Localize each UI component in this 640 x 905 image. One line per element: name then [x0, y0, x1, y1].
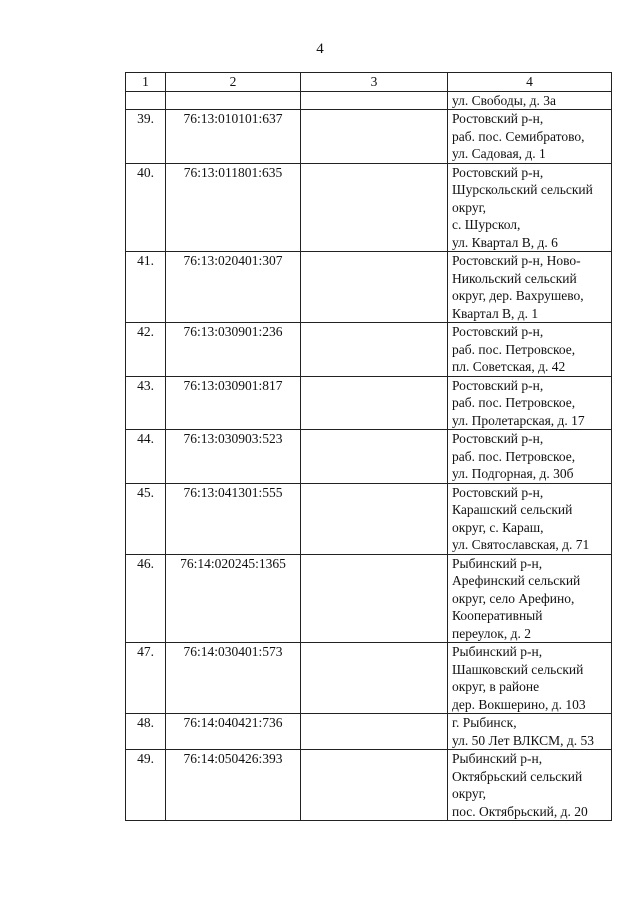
row-number: 43. — [126, 376, 166, 430]
row-number: 42. — [126, 323, 166, 377]
address-line: Ростовский р-н, — [452, 484, 544, 500]
address-line: дер. Вокшерино, д. 103 — [452, 696, 586, 712]
address-line: Никольский сельский — [452, 270, 577, 286]
page-number: 4 — [316, 41, 324, 57]
address-line: раб. пос. Петровское, — [452, 341, 576, 357]
row-number: 49. — [126, 750, 166, 821]
registry-table — [125, 72, 612, 821]
address-line: с. Шурскол, — [452, 217, 521, 232]
column-3-cell — [301, 323, 448, 377]
address-line: Карашский сельский — [452, 502, 573, 517]
cadastral-number: 76:14:020245:1365 — [166, 554, 301, 643]
address-line: округ, село Арефино, — [452, 590, 575, 606]
address-line: г. Рыбинск, — [452, 715, 517, 730]
address-line: ул. Подгорная, д. 30б — [452, 466, 574, 481]
row-number: 48. — [126, 714, 166, 750]
address-line: ул. 50 Лет ВЛКСМ, д. 53 — [452, 732, 595, 748]
row-number: 46. — [126, 554, 166, 643]
address-line: раб. пос. Петровское, — [452, 395, 576, 410]
header-col-4: 4 — [448, 73, 612, 92]
column-3-cell — [301, 483, 448, 554]
address-cell — [448, 91, 612, 110]
address-line: Кооперативный — [452, 608, 543, 623]
address-cell — [448, 376, 612, 430]
row-number: 40. — [126, 163, 166, 252]
address-cell — [448, 430, 612, 484]
table-row — [126, 750, 612, 821]
row-number — [126, 91, 166, 110]
table-row — [126, 91, 612, 110]
address-line: ул. Святославская, д. 71 — [452, 537, 590, 552]
row-number: 39. — [126, 110, 166, 164]
cadastral-number: 76:14:040421:736 — [166, 714, 301, 750]
cadastral-number: 76:13:030901:817 — [166, 376, 301, 430]
row-number: 44. — [126, 430, 166, 484]
cadastral-number: 76:14:030401:573 — [166, 643, 301, 714]
cadastral-number: 76:13:020401:307 — [166, 252, 301, 323]
address-line: Рыбинский р-н, — [452, 644, 543, 659]
address-line: переулок, д. 2 — [452, 625, 531, 641]
column-3-cell — [301, 252, 448, 323]
address-line: Ростовский р-н, Ново- — [452, 253, 581, 268]
address-cell — [448, 554, 612, 643]
address-cell — [448, 323, 612, 377]
cadastral-number: 76:13:011801:635 — [166, 163, 301, 252]
address-line: Ростовский р-н, — [452, 324, 544, 339]
column-3-cell — [301, 163, 448, 252]
cadastral-number: 76:13:030901:236 — [166, 323, 301, 377]
address-line: ул. Пролетарская, д. 17 — [452, 412, 585, 428]
address-line: округ, — [452, 199, 487, 215]
cadastral-number: 76:14:050426:393 — [166, 750, 301, 821]
address-line: Рыбинский р-н, — [452, 751, 543, 766]
table-row — [126, 110, 612, 164]
table-row — [126, 643, 612, 714]
address-line: Арефинский сельский — [452, 573, 581, 588]
column-3-cell — [301, 643, 448, 714]
address-cell — [448, 750, 612, 821]
address-line: Квартал В, д. 1 — [452, 305, 539, 321]
cadastral-number — [166, 91, 301, 110]
cadastral-number: 76:13:041301:555 — [166, 483, 301, 554]
address-line: округ, с. Караш, — [452, 519, 544, 535]
address-line: Рыбинский р-н, — [452, 555, 543, 571]
address-line: Шурскольский сельский — [452, 182, 593, 197]
address-cell — [448, 252, 612, 323]
table-row — [126, 252, 612, 323]
column-3-cell — [301, 750, 448, 821]
table-row — [126, 376, 612, 430]
column-3-cell — [301, 430, 448, 484]
column-3-cell — [301, 554, 448, 643]
table-body — [126, 91, 612, 821]
address-line: Ростовский р-н, — [452, 111, 544, 126]
cadastral-number: 76:13:030903:523 — [166, 430, 301, 484]
table-row — [126, 323, 612, 377]
table-row — [126, 554, 612, 643]
address-cell — [448, 714, 612, 750]
table-row — [126, 483, 612, 554]
header-col-2: 2 — [166, 73, 301, 92]
header-col-3: 3 — [301, 73, 448, 92]
address-cell — [448, 110, 612, 164]
address-cell — [448, 643, 612, 714]
address-line: раб. пос. Петровское, — [452, 448, 576, 464]
address-line: Шашковский сельский — [452, 661, 584, 677]
address-line: ул. Квартал В, д. 6 — [452, 234, 558, 250]
address-line: ул. Свободы, д. 3а — [452, 92, 556, 108]
table-row — [126, 163, 612, 252]
address-line: округ, дер. Вахрушево, — [452, 288, 584, 303]
address-line: Ростовский р-н, — [452, 164, 544, 180]
address-cell — [448, 483, 612, 554]
address-line: Ростовский р-н, — [452, 377, 544, 393]
address-line: пл. Советская, д. 42 — [452, 359, 566, 374]
address-line: ул. Садовая, д. 1 — [452, 146, 546, 161]
table-row — [126, 714, 612, 750]
table-row — [126, 430, 612, 484]
column-3-cell — [301, 110, 448, 164]
address-line: раб. пос. Семибратово, — [452, 128, 585, 144]
address-line: округ, — [452, 786, 487, 801]
table-header — [126, 73, 612, 92]
column-3-cell — [301, 91, 448, 110]
address-line: округ, в районе — [452, 679, 540, 694]
address-line: Октябрьский сельский — [452, 768, 583, 784]
column-3-cell — [301, 376, 448, 430]
row-number: 41. — [126, 252, 166, 323]
row-number: 47. — [126, 643, 166, 714]
column-3-cell — [301, 714, 448, 750]
row-number: 45. — [126, 483, 166, 554]
cadastral-number: 76:13:010101:637 — [166, 110, 301, 164]
address-line: Ростовский р-н, — [452, 431, 544, 446]
address-line: пос. Октябрьский, д. 20 — [452, 803, 588, 819]
address-cell — [448, 163, 612, 252]
header-col-1: 1 — [126, 73, 166, 92]
header-row — [126, 73, 612, 92]
